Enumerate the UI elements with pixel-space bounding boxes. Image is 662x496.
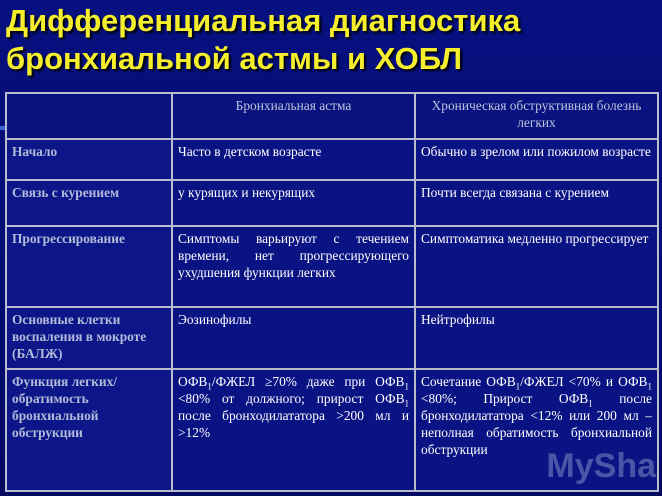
slide-title (6, 2, 656, 78)
row-label-smoking: Связь с курением (6, 180, 172, 226)
cell-copd-cells: Нейтрофилы (415, 307, 658, 369)
table-header-row (6, 93, 658, 139)
table-row (6, 180, 658, 226)
table-row (6, 139, 658, 180)
header-asthma: Бронхиальная астма (172, 93, 415, 139)
table-row (6, 226, 658, 307)
row-label-lung-function: Функция легких/обратимость бронхиальной обструкции (6, 369, 172, 491)
cell-copd-onset: Обычно в зрелом или пожилом возрасте (415, 139, 658, 180)
row-label-progression: Прогрессирование (6, 226, 172, 307)
table-corner-cell (6, 93, 172, 139)
title-line-2: бронхиальной астмы и ХОБЛ (6, 41, 462, 76)
title-line-1: Дифференциальная диагностика (6, 3, 521, 38)
row-label-cells: Основные клетки воспаления в мокроте (БАЛЖ) (6, 307, 172, 369)
cell-copd-lung-function: Сочетание $ОФВ_1$/ФЖЕЛ <70% и $ОФВ_1 <80\%$; Прирост $ОФВ_1$ после бронходилататора <12% или 200 мл – неполная обратимость бронхиальной обструкции (415, 369, 658, 491)
cell-asthma-cells: Эозинофилы (172, 307, 415, 369)
cell-copd-smoking: Почти всегда связана с курением (415, 180, 658, 226)
header-copd: Хроническая обструктивная болезнь легких (415, 93, 658, 139)
watermark: MySha (546, 447, 656, 485)
cell-asthma-lung-function: $ОФВ_1$/ФЖЕЛ ≥70% даже при $ОФВ_1 <80\%$ от должного; прирост $ОФВ_1$ после бронходилататора >200 мл и >12% (172, 369, 415, 491)
cell-copd-progression: Симптоматика медленно прогрессирует (415, 226, 658, 307)
cell-asthma-smoking: у курящих и некурящих (172, 180, 415, 226)
cell-asthma-progression: Симптомы варьируют с течением времени, нет прогрессирующего ухудшения функции легких (172, 226, 415, 307)
comparison-table (5, 92, 659, 492)
table-row (6, 369, 658, 491)
table-row (6, 307, 658, 369)
row-label-onset: Начало (6, 139, 172, 180)
cell-asthma-onset: Часто в детском возрасте (172, 139, 415, 180)
